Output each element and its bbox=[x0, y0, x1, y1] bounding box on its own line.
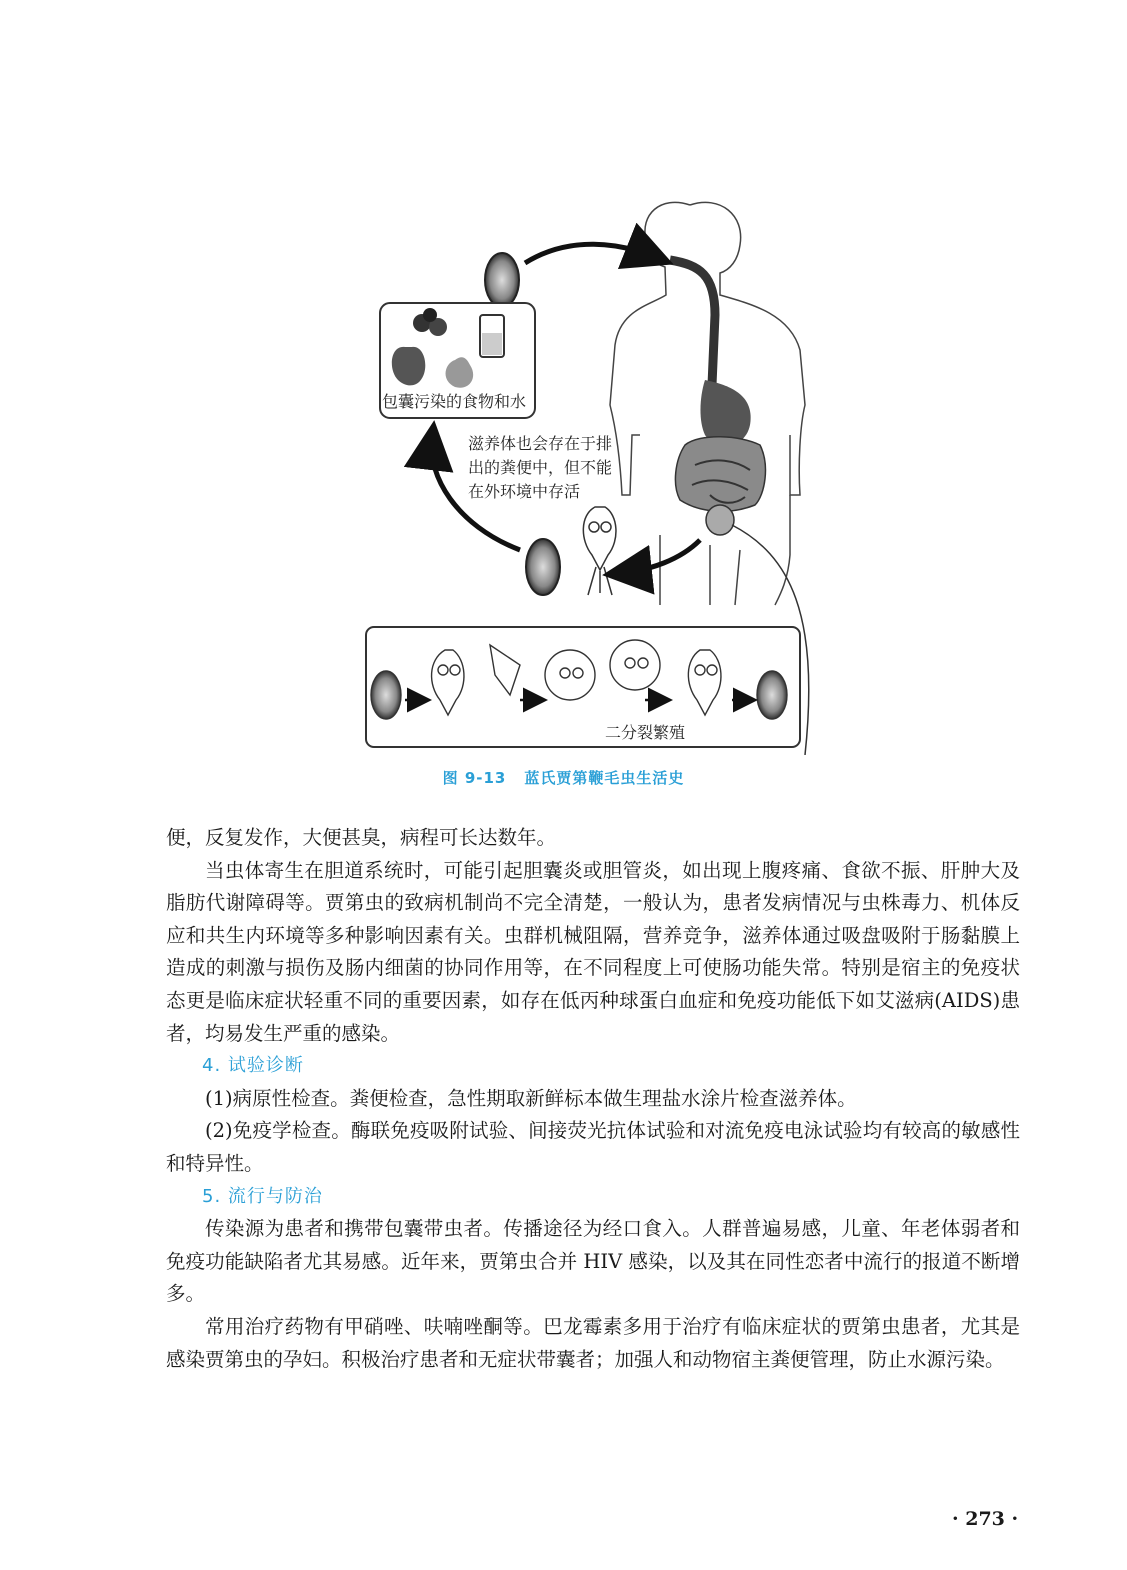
stomach bbox=[700, 380, 750, 445]
intestine bbox=[675, 437, 765, 512]
note-line-3: 在外环境中存活 bbox=[468, 482, 581, 501]
paragraph-treatment: 常用治疗药物有甲硝唑、呋喃唑酮等。巴龙霉素多用于治疗有临床症状的贾第虫患者，尤其是感染贾第虫的孕妇。积极治疗患者和无症状带囊者；加强人和动物宿主粪便管理，防止水源污染。 bbox=[166, 1314, 1020, 1371]
paragraph-pathogen-test: (1)病原性检查。粪便检查，急性期取新鲜标本做生理盐水涂片检查滋养体。 bbox=[205, 1086, 857, 1110]
paragraph-continuation: 便，反复发作，大便甚臭，病程可长达数年。 bbox=[166, 826, 557, 849]
paragraph-immunology-test: (2)免疫学检查。酶联免疫吸附试验、间接荧光抗体试验和对流免疫电泳试验均有较高的敏感性和特异性。 bbox=[166, 1119, 1020, 1175]
food-water-label: 包囊污染的食物和水 bbox=[382, 392, 527, 411]
heading-epidemiology: 5. 流行与防治 bbox=[202, 1185, 323, 1207]
binary-fission-label: 二分裂繁殖 bbox=[605, 723, 686, 742]
arrow-feces-to-cyst bbox=[622, 540, 700, 573]
trophozoite bbox=[583, 507, 616, 595]
arrow-cyst-to-mouth bbox=[525, 244, 655, 263]
heading-diagnosis: 4. 试验诊断 bbox=[202, 1055, 304, 1077]
cyst-left bbox=[526, 539, 560, 595]
body-text bbox=[166, 822, 1020, 1376]
caption-title: 蓝氏贾第鞭毛虫生活史 bbox=[524, 769, 685, 787]
esophagus bbox=[670, 260, 715, 385]
figure-caption bbox=[0, 767, 1127, 788]
note-line-2: 出的粪便中，但不能 bbox=[468, 458, 613, 477]
note-line-1: 滋养体也会存在于排 bbox=[468, 434, 613, 453]
paragraph-pathogenesis: 当虫体寄生在胆道系统时，可能引起胆囊炎或胆管炎，如出现上腹疼痛、食欲不振、肝肿大及脂肪代谢障碍等。贾第虫的致病机制尚不完全清楚，一般认为，患者发病情况与虫株毒力、机体反应和共生内环境等多种影响因素有关。虫群机械阻隔，营养竞争，滋养体通过吸盘吸附于肠黏膜上造成的刺激与损伤及肠内细菌的协同作用等，在不同程度上可使肠功能失常。特别是宿主的免疫状态更是临床症状轻重不同的重要因素，如存在低丙种球蛋白血症和免疫功能低下如艾滋病(AIDS)患者，均易发生严重的感染。 bbox=[166, 858, 1020, 1045]
caption-number: 图 9-13 bbox=[442, 769, 507, 787]
page-number: · 273 · bbox=[952, 1508, 1019, 1530]
life-cycle-figure bbox=[360, 195, 830, 755]
paragraph-transmission: 传染源为患者和携带包囊带虫者。传播途径为经口食入。人群普遍易感，儿童、年老体弱者和免疫功能缺陷者尤其易感。近年来，贾第虫合并 HIV 感染，以及其在同性恋者中流行的报道不断增多。 bbox=[166, 1217, 1020, 1306]
rectum bbox=[706, 505, 734, 535]
cyst-top bbox=[485, 253, 519, 307]
